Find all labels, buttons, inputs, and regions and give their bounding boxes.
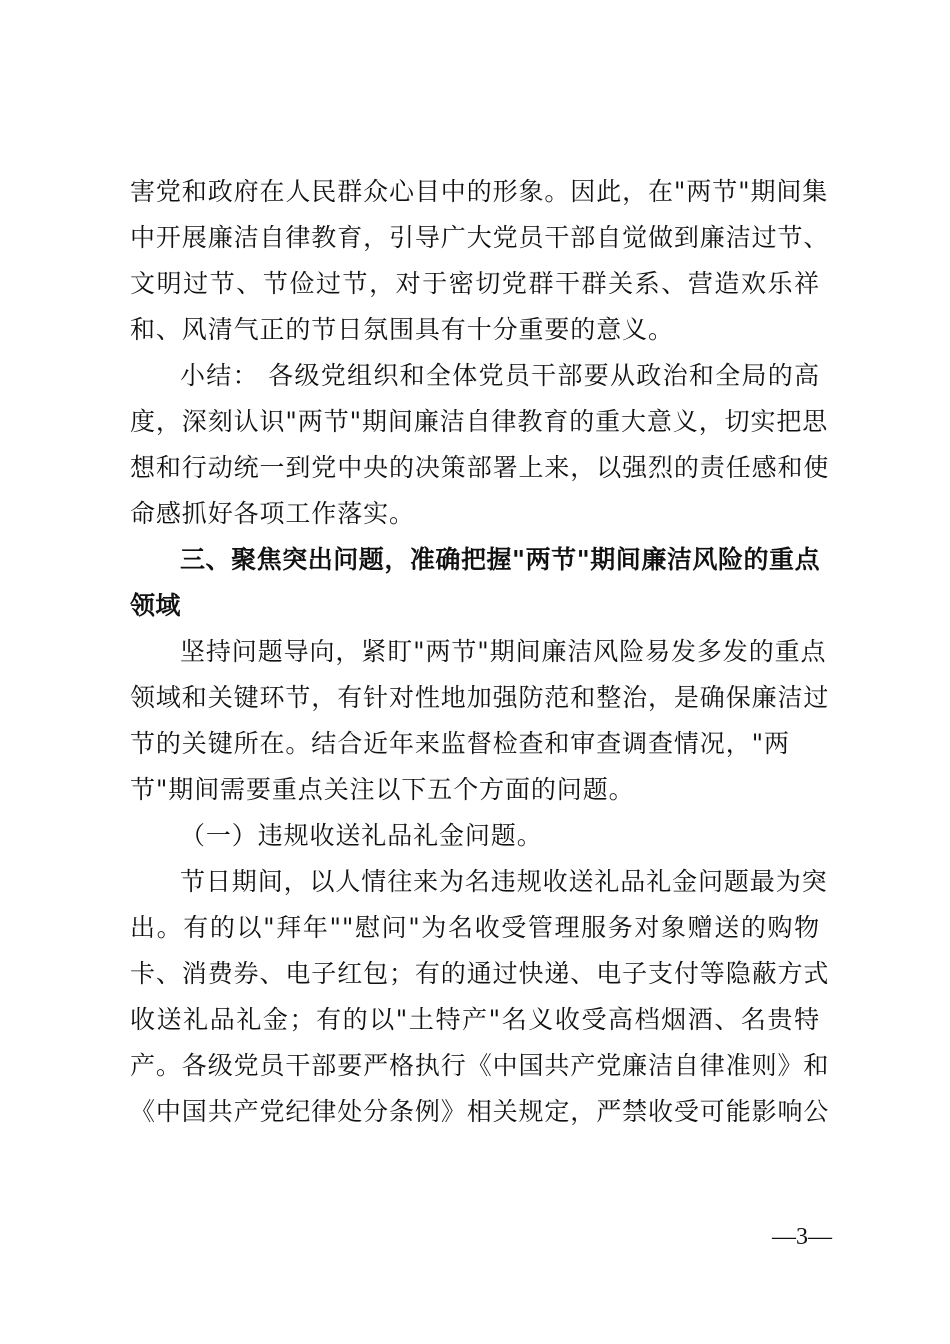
subsection-heading: （一）违规收送礼品礼金问题。 xyxy=(180,821,543,850)
section-heading: 三、聚焦突出问题，准确把握"两节"期间廉洁风险的重点 xyxy=(180,545,820,574)
body-line: 想和行动统一到党中央的决策部署上来，以强烈的责任感和使 xyxy=(130,453,830,482)
body-line: 文明过节、节俭过节，对于密切党群干群关系、营造欢乐祥 xyxy=(130,269,820,298)
body-line: 领域和关键环节，有针对性地加强防范和整治，是确保廉洁过 xyxy=(130,683,830,712)
body-line: 《中国共产党纪律处分条例》相关规定，严禁收受可能影响公 xyxy=(130,1097,830,1126)
body-line: 害党和政府在人民群众心目中的形象。因此，在"两节"期间集 xyxy=(130,177,829,206)
body-line: 卡、消费券、电子红包；有的通过快递、电子支付等隐蔽方式 xyxy=(130,959,830,988)
body-line: 收送礼品礼金；有的以"土特产"名义收受高档烟酒、名贵特 xyxy=(130,1005,820,1034)
page-number: —3— xyxy=(772,1224,832,1250)
section-heading-cont: 领域 xyxy=(130,591,181,620)
body-line: 节日期间，以人情往来为名违规收送礼品礼金问题最为突 xyxy=(180,867,828,896)
body-line: 命感抓好各项工作落实。 xyxy=(130,499,415,528)
body-line: 坚持问题导向，紧盯"两节"期间廉洁风险易发多发的重点 xyxy=(180,637,827,666)
body-line: 和、风清气正的节日氛围具有十分重要的意义。 xyxy=(130,315,674,344)
body-line: 中开展廉洁自律教育，引导广大党员干部自觉做到廉洁过节、 xyxy=(130,223,830,252)
body-line: 节的关键所在。结合近年来监督检查和审查调查情况，"两 xyxy=(130,729,790,758)
body-line: 产。各级党员干部要严格执行《中国共产党廉洁自律准则》和 xyxy=(130,1051,830,1080)
body-line: 出。有的以"拜年""慰问"为名收受管理服务对象赠送的购物 xyxy=(130,913,820,942)
body-line: 度，深刻认识"两节"期间廉洁自律教育的重大意义，切实把思 xyxy=(130,407,829,436)
summary-line: 小结： 各级党组织和全体党员干部要从政治和全局的高 xyxy=(180,361,820,390)
body-line: 节"期间需要重点关注以下五个方面的问题。 xyxy=(130,775,635,804)
